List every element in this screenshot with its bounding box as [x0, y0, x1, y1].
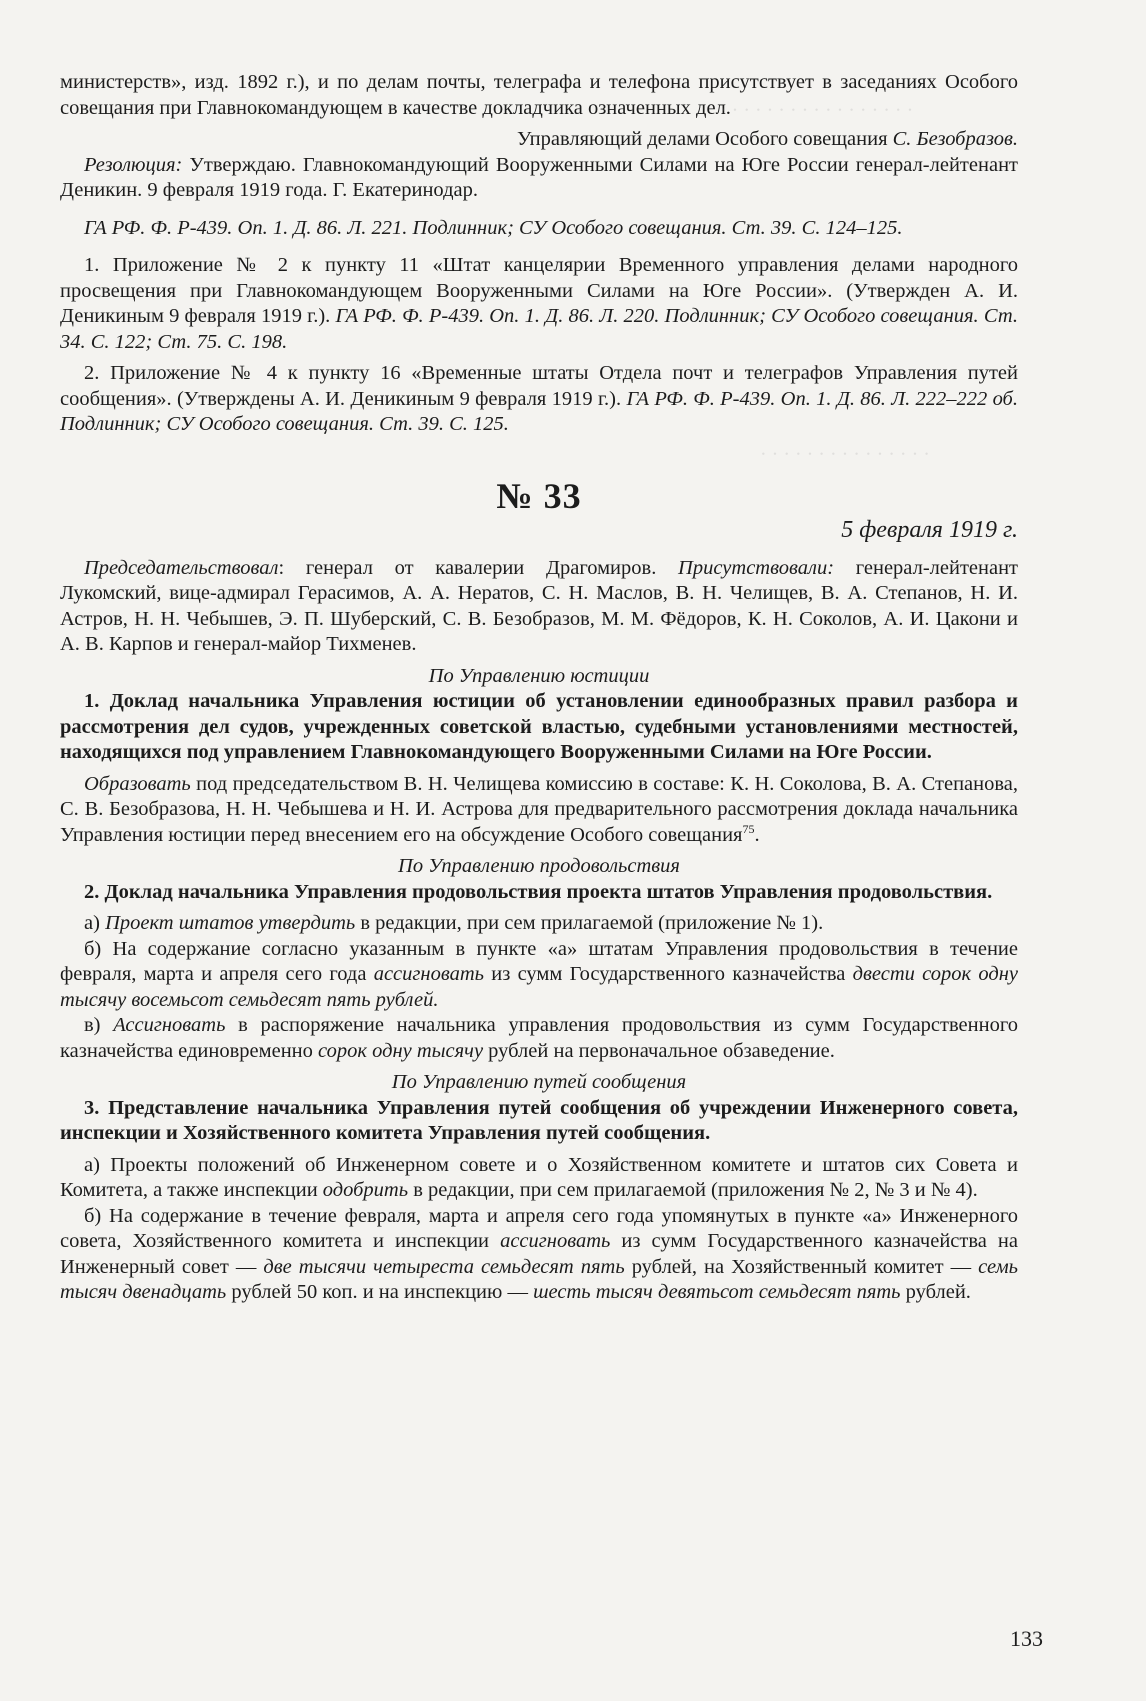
- item-2a: а) Проект штатов утвердить в редакции, при сем прилагаемой (приложение № 1).: [84, 912, 824, 934]
- item-2b: б) На содержание согласно указанным в пункте «а» штатам Управления продовольствия в течение февраля, марта и апреля сего года ассигновать из сумм Государственного казначейства двести сорок одну тысячу восемьсот семьдесят пять рублей.: [60, 937, 1018, 1011]
- section-heading-justice: По Управлению юстиции: [428, 664, 650, 687]
- footnote-marker: 75: [742, 821, 755, 836]
- resolution-paragraph: Резолюция: Утверждаю. Главнокомандующий Вооруженными Силами на Юге России генерал-лейтенант Деникин. 9 февраля 1919 года. Г. Екатеринодар.: [60, 153, 1018, 201]
- show-through-text: · · · · · · · · · · · · · · · · ·: [720, 98, 914, 120]
- item-2c: в) Ассигновать в распоряжение начальника управления продовольствия из сумм Государственного казначейства единовременно сорок одну тысячу рублей на первоначальное обзаведение.: [60, 1014, 1018, 1062]
- item-2-title: 2. Доклад начальника Управления продовольствия проекта штатов Управления продовольствия.: [84, 880, 993, 903]
- section-heading-food: По Управлению продовольствия: [398, 855, 680, 877]
- archive-reference: ГА РФ. Ф. Р-439. Оп. 1. Д. 86. Л. 221. Подлинник; СУ Особого совещания. Ст. 39. С. 124–125.: [84, 216, 903, 239]
- item-1-decision: Образовать под председательством В. Н. Челищева комиссию в составе: К. Н. Соколова, В. А. Степанова, С. В. Безобразова, Н. Н. Чебышева и Н. И. Астрова для предварительного рассмотрения доклада начальника Управления юстиции перед внесением его на обсуждение Особого совещания$^{75}$.: [60, 772, 1018, 846]
- section-heading-transport: По Управлению путей сообщения: [391, 1071, 687, 1093]
- item-3b: б) На содержание в течение февраля, марта и апреля сего года упомянутых в пункте «а» Инженерного совета, Хозяйственного комитета и инспекции ассигновать из сумм Государственного казначейства на Инженерный совет — две тысячи четыреста семьдесят пять рублей, на Хозяйственный комитет — семь тысяч двенадцать рублей 50 коп. и на инспекцию — шесть тысяч девятьсот семьдесят пять рублей.: [60, 1204, 1018, 1303]
- continuation-paragraph: министерств», изд. 1892 г.), и по делам почты, телеграфа и телефона присутствует в заседаниях Особого совещания при Главнокомандующем в качестве докладчика означенных дел.: [60, 71, 1018, 119]
- item-1-title: 1. Доклад начальника Управления юстиции об установлении единообразных правил разбора и рассмотрения дел судов, учрежденных советской властью, судебными установлениями местностей, находящихся под управлением Главнокомандующего Вооруженными Силами на Юге России.: [60, 690, 1018, 763]
- note-1: 1. Приложение № 2 к пункту 11 «Штат канцелярии Временного управления делами народного просвещения при Главнокомандующем Вооруженными Силами на Юге России». (Утвержден А. И. Деникиным 9 февраля 1919 г.). ГА РФ. Ф. Р-439. Оп. 1. Д. 86. Л. 220. Подлинник; СУ Особого совещания. Ст. 34. С. 122; Ст. 75. С. 198.: [60, 254, 1018, 353]
- page-number: 133: [1010, 1626, 1043, 1651]
- attendance-paragraph: Председательствовал: генерал от кавалерии Драгомиров. Присутствовали: генерал-лейтенант Лукомский, вице-адмирал Герасимов, А. А. Нератов, С. Н. Маслов, В. Н. Челищев, В. А. Степанов, Н. И. Астров, Н. Н. Чебышев, Э. П. Шуберский, С. В. Безобразов, М. М. Фёдоров, К. Н. Соколов, А. И. Цакони и А. В. Карпов и генерал-майор Тихменев.: [60, 556, 1018, 655]
- document-date: 5 февраля 1919 г.: [841, 516, 1018, 543]
- show-through-text: · · · · · · · · · · · · · · ·: [760, 442, 930, 464]
- document-number: № 33: [496, 475, 582, 516]
- item-3a: а) Проекты положений об Инженерном совете и о Хозяйственном комитете и штатов сих Совета и Комитета, а также инспекции одобрить в редакции, при сем прилагаемой (приложения № 2, № 3 и № 4).: [60, 1153, 1018, 1201]
- note-2: 2. Приложение № 4 к пункту 16 «Временные штаты Отдела почт и телеграфов Управления путей сообщения». (Утверждены А. И. Деникиным 9 февраля 1919 г.). ГА РФ. Ф. Р-439. Оп. 1. Д. 86. Л. 222–222 об. Подлинник; СУ Особого совещания. Ст. 39. С. 125.: [60, 362, 1018, 435]
- signature-line: Управляющий делами Особого совещания С. Безобразов.: [516, 128, 1018, 150]
- item-3-title: 3. Представление начальника Управления путей сообщения об учреждении Инженерного совета, инспекции и Хозяйственного комитета Управления путей сообщения.: [60, 1096, 1018, 1144]
